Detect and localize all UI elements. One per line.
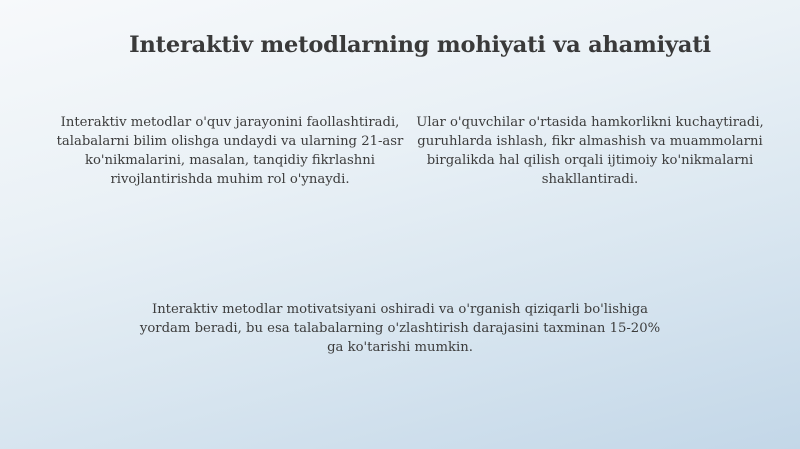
text-block-right: Ular o'quvchilar o'rtasida hamkorlikni kuchaytiradi, guruhlarda ishlash, fikr almashish va muammolarni birgalikda hal qilish orqali ijtimoiy ko'nikmalarni shakllantiradi. (416, 115, 764, 187)
slide-title: Interaktiv metodlarning mohiyati va ahamiyati (129, 32, 711, 58)
text-block-bottom: Interaktiv metodlar motivatsiyani oshiradi va o'rganish qiziqarli bo'lishiga yordam beradi, bu esa talabalarning o'zlashtirish darajasini taxminan 15-20% ga ko'tarishi mumkin. (139, 302, 661, 355)
text-block-left: Interaktiv metodlar o'quv jarayonini faollashtiradi, talabalarni bilim olishga undaydi va ularning 21-asr ko'nikmalarini, masalan, tanqidiy fikrlashni rivojlantirishda muhim rol o'ynaydi. (56, 115, 404, 187)
